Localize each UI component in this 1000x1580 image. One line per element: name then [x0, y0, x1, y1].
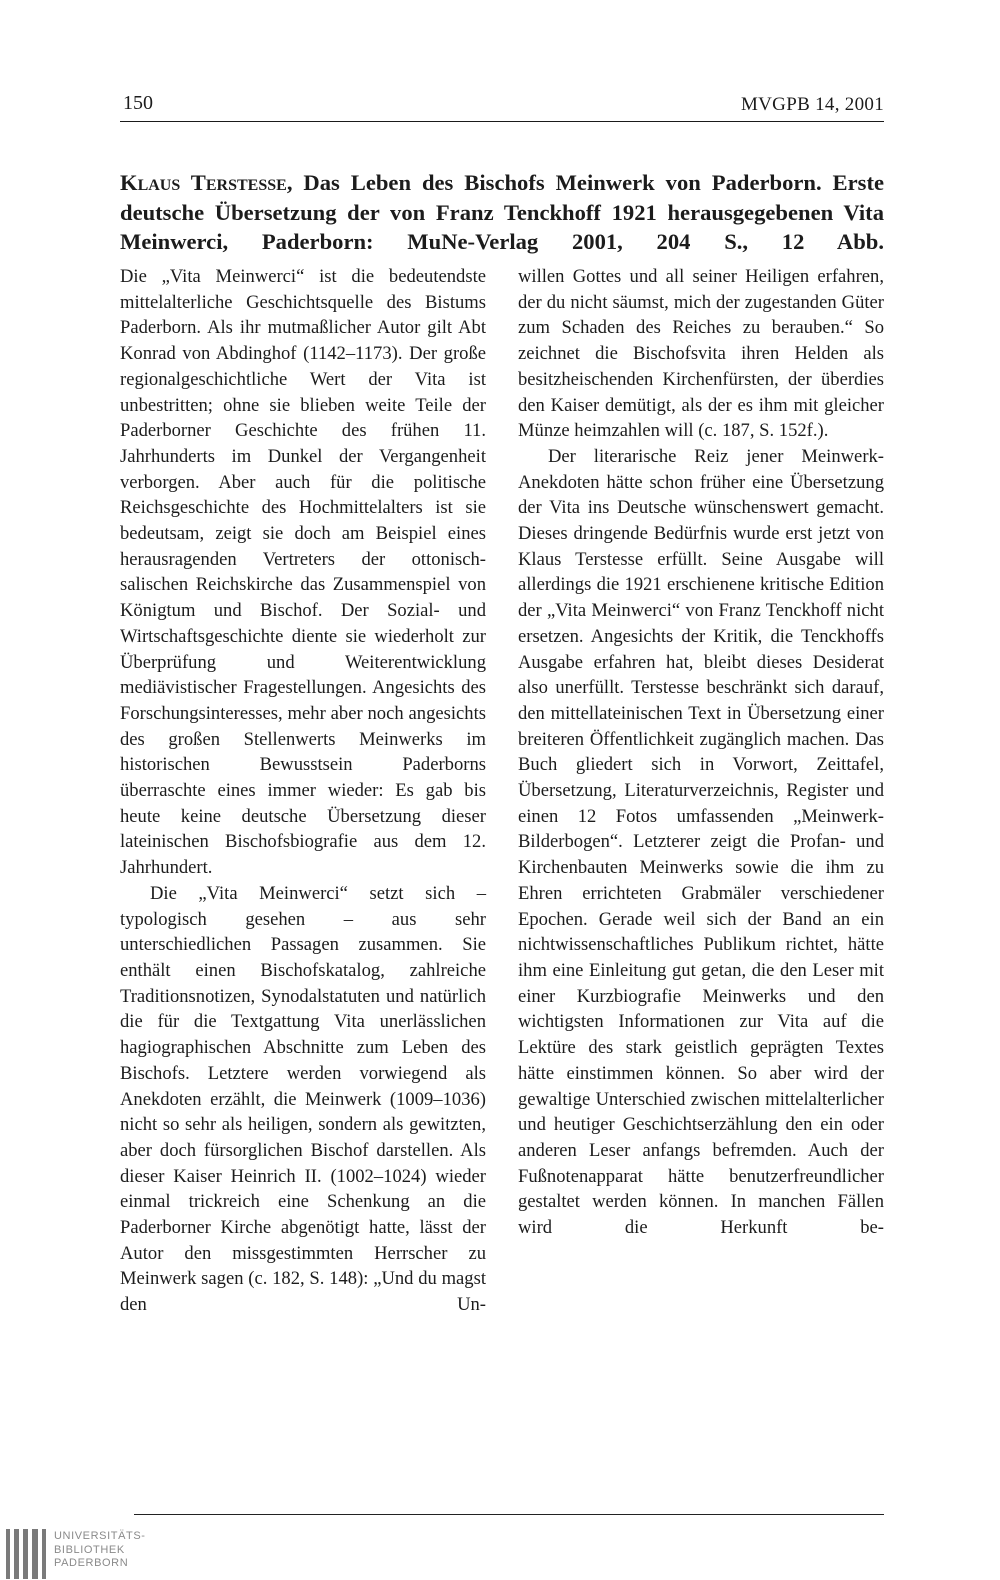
library-name-line: UNIVERSITÄTS-: [54, 1530, 146, 1542]
right-column: [518, 264, 884, 1241]
left-column: [120, 264, 486, 1318]
running-head: [120, 88, 884, 122]
library-name-line: PADERBORN: [54, 1557, 129, 1569]
footer-rule: [134, 1514, 884, 1515]
journal-reference: MVGPB 14, 2001: [740, 94, 884, 115]
paragraph: willen Gottes und all seiner Heiligen erfahren, der du nicht säumst, mich der zugestanden Güter zum Schaden des Reiches zu berauben.“ So zeichnet die Bischofsvita ihren Helden als besitzheischenden Kirchenfürsten, der überdies den Kaiser demütigt, als der es ihm mit gleicher Münze heimzahlen will (c. 187, S. 152f.).: [518, 266, 884, 442]
logo-bars-icon: [6, 1529, 50, 1579]
review-heading: [120, 168, 884, 257]
header-rule: [120, 121, 884, 122]
review-title: , Das Leben des Bischofs Meinwerk von Paderborn. Erste deutsche Übersetzung der von Franz Tenckhoff 1921 herausgegebenen Vita Meinwerci, Paderborn: MuNe-Verlag 2001, 204 S., 12 Abb.: [120, 170, 884, 255]
page-number: 150: [123, 92, 153, 114]
paragraph: Der literarische Reiz jener Meinwerk-Anekdoten hätte schon früher eine Übersetzung der Vita ins Deutsche wünschenswert gemacht. Dieses dringende Bedürfnis wurde erst jetzt von Klaus Terstesse erfüllt. Seine Ausgabe will allerdings die 1921 erschienene kritische Edition der „Vita Meinwerci“ von Franz Tenckhoff nicht ersetzen. Angesichts der Kritik, die Tenckhoffs Ausgabe erfahren hat, bleibt dieses Desiderat also unerfüllt. Terstesse beschränkt sich darauf, den mittellateinischen Text in Übersetzung einer breiteren Öffentlichkeit zugänglich machen. Das Buch gliedert sich in Vorwort, Zeittafel, Übersetzung, Literaturverzeichnis, Register und einen 12 Fotos umfassenden „Meinwerk-Bilderbogen“. Letzterer zeigt die Profan- und Kirchenbauten Meinwerks sowie die ihm zu Ehren errichteten Grabmäler verschiedener Epochen. Gerade weil sich der Band an ein nichtwissenschaftliches Publikum richtet, hätte ihm eine Einleitung gut getan, die den Leser mit einer Kurzbiografie Meinwerks und den wichtigsten Informationen zur Vita auf die Lektüre des stark geistlich geprägten Textes hätte einstimmen können. So aber wird der gewaltige Unterschied zwischen mittelalterlicher und heutiger Geschichtserzählung den ein oder anderen Leser anfangs befremden. Auch der Fußnotenapparat hätte benutzerfreundlicher gestaltet werden können. In manchen Fällen wird die Herkunft be-: [518, 445, 884, 1239]
paragraph: Die „Vita Meinwerci“ ist die bedeutendste mittelalterliche Geschichtsquelle des Bistums Paderborn. Als ihr mutmaßlicher Autor gilt Abt Konrad von Abdinghof (1142–1173). Der große regionalgeschichtliche Wert der Vita ist unbestritten; ohne sie blieben weite Teile der Paderborner Geschichte des frühen 11. Jahrhunderts im Dunkel der Vergangenheit verborgen. Aber auch für die politische Reichsgeschichte des Hochmittelalters ist sie bedeutsam, zeigt sie doch am Beispiel eines herausragenden Vertreters der ottonisch-salischen Reichskirche das Zusammenspiel von Königtum und Bischof. Der Sozial- und Wirtschaftsgeschichte diente sie wiederholt zur Überprüfung und Weiterentwicklung mediävistischer Fragestellungen. Angesichts des Forschungsinteresses, mehr aber noch angesichts des großen Stellenwerts Meinwerks im historischen Bewusstsein Paderborns überraschte eines immer wieder: Es gab bis heute keine deutsche Übersetzung dieser lateinischen Bischofsbiografie aus dem 12. Jahrhundert.: [120, 266, 486, 879]
paragraph: Die „Vita Meinwerci“ setzt sich – typologisch gesehen – aus sehr unterschiedlichen Passagen zusammen. Sie enthält einen Bischofskatalog, zahlreiche Traditionsnotizen, Synodalstatuten und natürlich die für die Textgattung Vita unerlässlichen hagiographischen Abschnitte zum Leben des Bischofs. Letztere werden vorwiegend als Anekdoten erzählt, die Meinwerk (1009–1036) nicht so sehr als heiligen, sondern als gewitzten, aber doch fürsorglichen Bischof darstellen. Als dieser Kaiser Heinrich II. (1002–1024) wieder einmal trickreich eine Schenkung an die Paderborner Kirche abgenötigt hatte, lässt der Autor den missgestimmten Herrscher zu Meinwerk sagen (c. 182, S. 148): „Und du magst den Un-: [120, 882, 486, 1316]
review-author: Klaus Terstesse: [120, 170, 287, 195]
library-name-line: BIBLIOTHEK: [54, 1543, 125, 1556]
library-logo: [0, 1517, 150, 1580]
library-name: [54, 1530, 146, 1571]
